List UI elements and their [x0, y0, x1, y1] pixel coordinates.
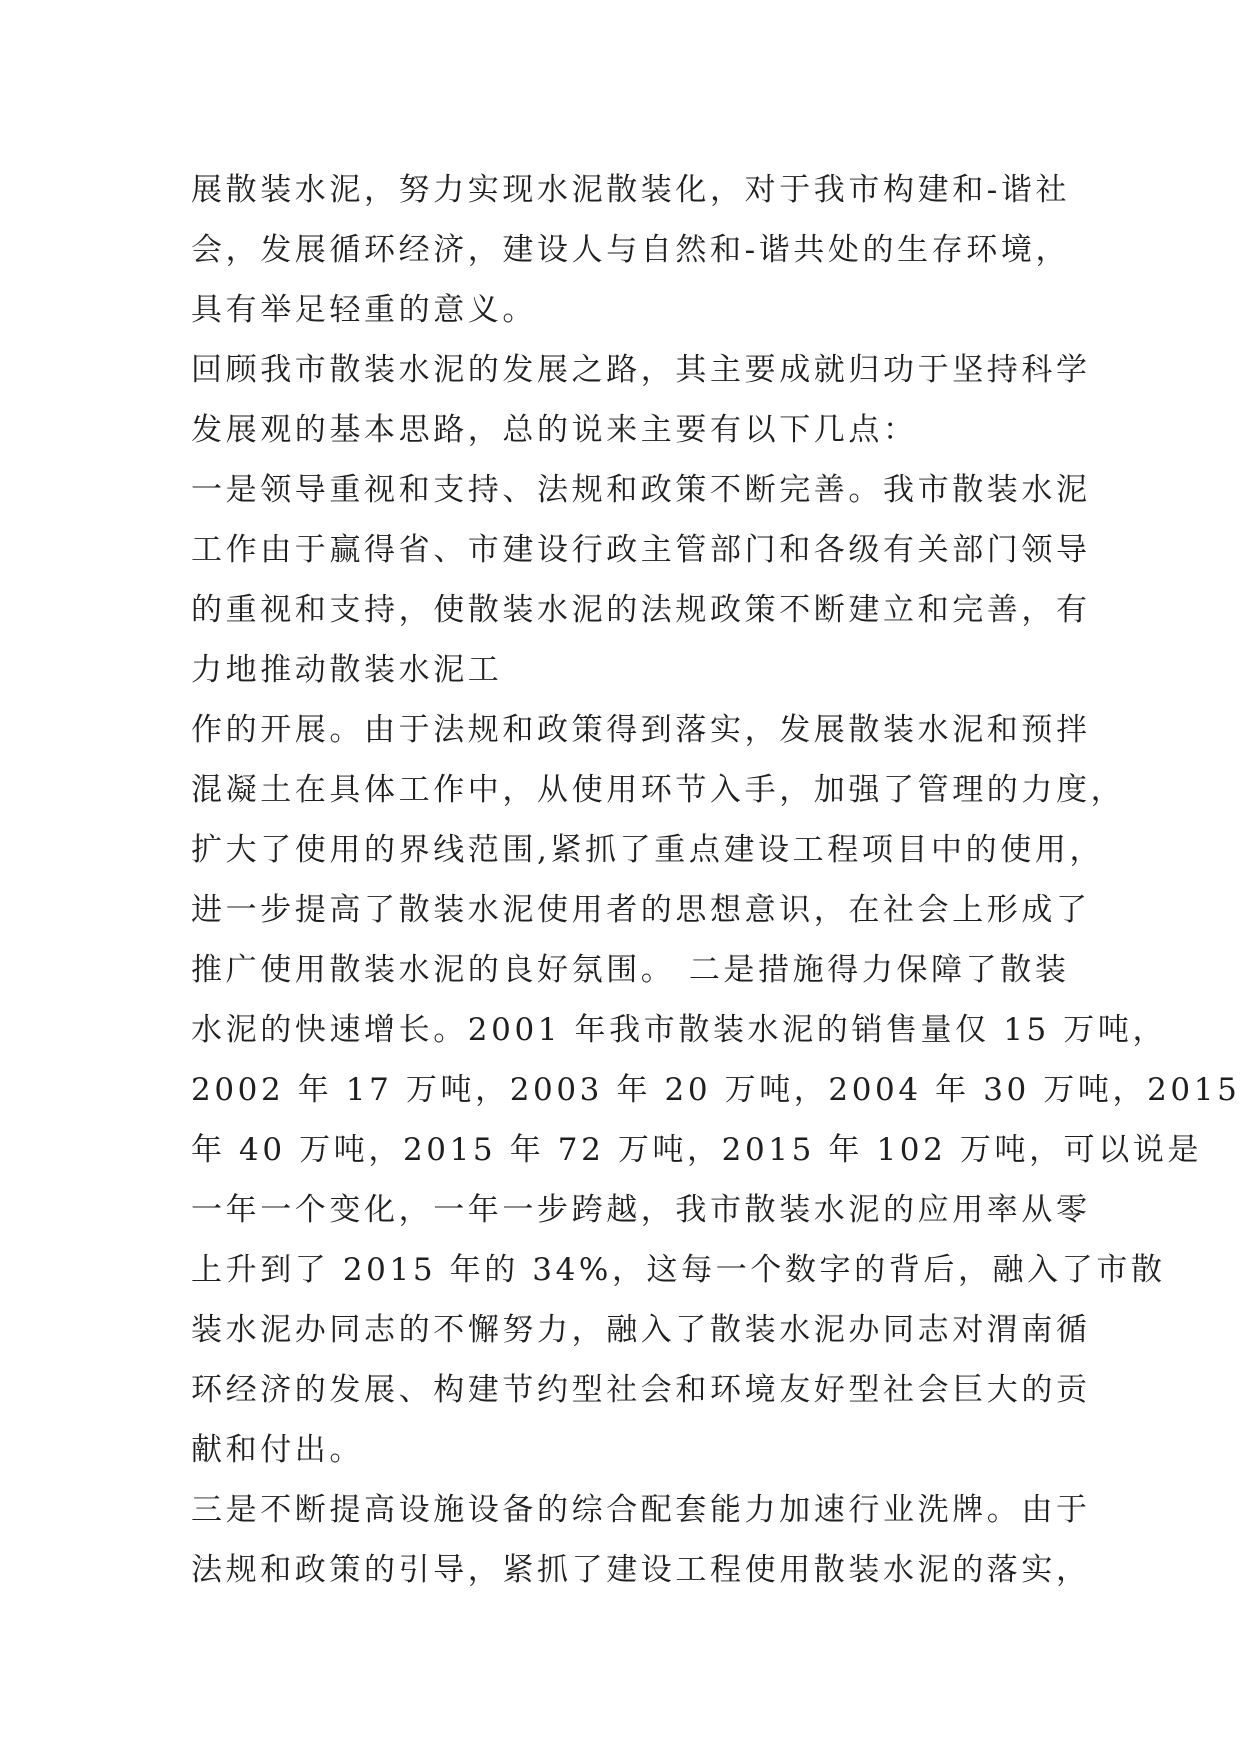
text-line: 推广使用散装水泥的良好氛围。 二是措施得力保障了散装: [191, 952, 1070, 988]
text-line: 扩大了使用的界线范围,紧抓了重点建设工程项目中的使用，: [191, 832, 1105, 868]
text-line: 作的开展。由于法规和政策得到落实，发展散装水泥和预拌: [191, 712, 1091, 748]
text-line: 水泥的快速增长。2001 年我市散装水泥的销售量仅 15 万吨，: [191, 1012, 1168, 1048]
body-text: [191, 160, 1241, 1600]
text-line: 装水泥办同志的不懈努力，融入了散装水泥办同志对渭南循: [191, 1312, 1091, 1348]
text-line: 献和付出。: [191, 1432, 364, 1468]
text-line: 混凝土在具体工作中，从使用环节入手，加强了管理的力度，: [191, 772, 1126, 808]
text-line: 三是不断提高设施设备的综合配套能力加速行业洗牌。由于: [191, 1492, 1091, 1528]
text-line: 回顾我市散装水泥的发展之路，其主要成就归功于坚持科学: [191, 352, 1091, 388]
text-line: 具有举足轻重的意义。: [191, 292, 537, 328]
text-line: 一年一个变化，一年一步跨越，我市散装水泥的应用率从零: [191, 1192, 1091, 1228]
text-line: 的重视和支持，使散装水泥的法规政策不断建立和完善，有: [191, 592, 1091, 628]
text-line: 力地推动散装水泥工: [191, 652, 503, 688]
text-line: 发展观的基本思路，总的说来主要有以下几点：: [191, 412, 918, 448]
text-line: 年 40 万吨，2015 年 72 万吨，2015 年 102 万吨，可以说是: [191, 1132, 1203, 1168]
text-line: 法规和政策的引导，紧抓了建设工程使用散装水泥的落实，: [191, 1552, 1091, 1588]
text-line: 工作由于赢得省、市建设行政主管部门和各级有关部门领导: [191, 532, 1091, 568]
text-line: 展散装水泥，努力实现水泥散装化，对于我市构建和-谐社: [191, 172, 1071, 208]
text-line: 上升到了 2015 年的 34%，这每一个数字的背后，融入了市散: [191, 1252, 1166, 1288]
text-line: 一是领导重视和支持、法规和政策不断完善。我市散装水泥: [191, 472, 1091, 508]
text-line: 会，发展循环经济，建设人与自然和-谐共处的生存环境，: [191, 232, 1071, 268]
text-line: 2002 年 17 万吨，2003 年 20 万吨，2004 年 30 万吨，2015: [191, 1072, 1241, 1108]
text-line: 进一步提高了散装水泥使用者的思想意识，在社会上形成了: [191, 892, 1091, 928]
text-line: 环经济的发展、构建节约型社会和环境友好型社会巨大的贡: [191, 1372, 1091, 1408]
